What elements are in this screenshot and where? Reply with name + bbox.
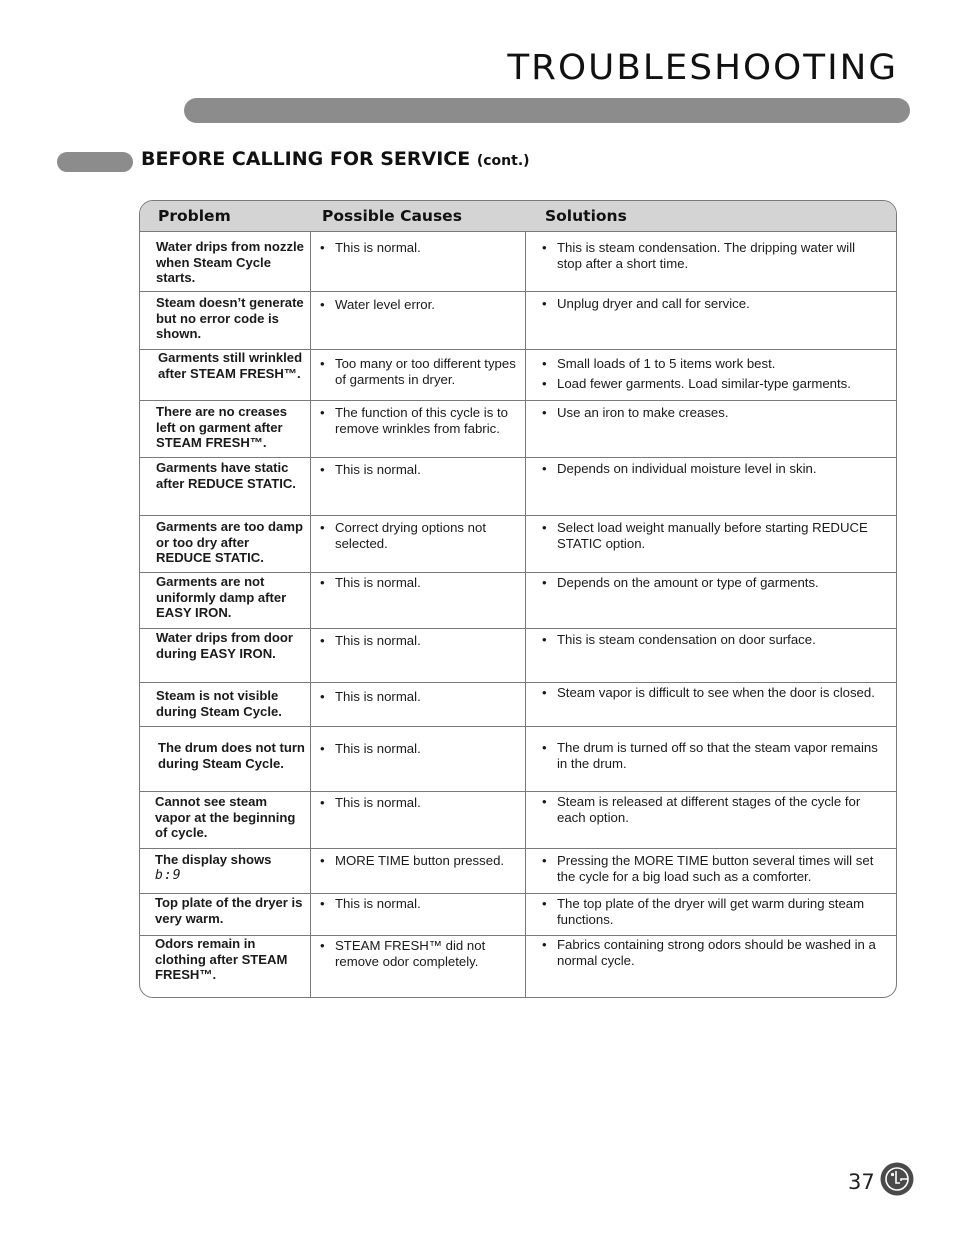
cause-text: • This is normal. [320,575,520,591]
problem-cell: Garments are not uniformly damp after EASY IRON. [156,574,287,621]
problem-cell: Garments are too damp or too dry after REDUCE STATIC. [156,519,303,566]
cause-cell [320,633,520,653]
solution-cell [542,296,882,316]
table-row [140,683,896,727]
problem-cell: Steam is not visible during Steam Cycle. [156,688,282,719]
header-possible-causes: Possible Causes [322,207,462,225]
problem-cell: Garments still wrinkled after STEAM FRESH™. [158,350,303,381]
solution-cell [542,632,882,652]
problem-cell: Steam doesn’t generate but no error code is shown. [156,295,304,342]
table-row [140,516,896,573]
cause-cell [320,405,520,440]
solution-text: • Steam is released at different stages of the cycle for each option. [542,794,882,825]
table-row [140,894,896,936]
cause-cell [320,297,520,317]
cause-cell [320,356,520,391]
header-problem: Problem [158,207,231,225]
cause-cell [320,462,520,482]
cause-text: • This is normal. [320,240,520,256]
solution-cell [542,794,882,829]
table-row [140,458,896,516]
page-number: 37 [848,1170,875,1194]
section-heading [141,148,530,170]
problem-cell: There are no creases left on garment after STEAM FRESH™. [156,404,288,451]
problem-cell: Water drips from door during EASY IRON. [156,630,294,661]
problem-cell: Water drips from nozzle when Steam Cycle starts. [156,239,304,286]
cause-text: • Correct drying options not selected. [320,520,520,551]
section-heading-text: BEFORE CALLING FOR SERVICE [141,148,471,170]
cause-cell [320,938,520,973]
problem-cell [155,852,305,883]
cause-text: • This is normal. [320,795,520,811]
header-solutions: Solutions [545,207,627,225]
solution-text: • Depends on the amount or type of garments. [542,575,882,591]
cause-text: • This is normal. [320,462,520,478]
solution-cell [542,740,882,775]
lg-logo-icon [880,1162,914,1196]
solution-text: • Unplug dryer and call for service. [542,296,882,312]
table-row [140,849,896,894]
cause-text: • STEAM FRESH™ did not remove odor completely. [320,938,520,969]
problem-cell: Cannot see steam vapor at the beginning of cycle. [155,794,296,841]
table-row [140,573,896,629]
solution-text: • This is steam condensation. The dripping water will stop after a short time. [542,240,882,271]
table-row [140,792,896,849]
solution-cell [542,461,882,481]
troubleshooting-table [139,200,897,998]
solution-cell [542,853,882,888]
cause-cell [320,575,520,595]
table-row [140,727,896,792]
table-row [140,401,896,458]
cause-text: • This is normal. [320,896,520,912]
solution-cell [542,575,882,595]
cause-text: • Too many or too different types of garments in dryer. [320,356,520,387]
problem-cell: The drum does not turn during Steam Cycle. [158,740,305,771]
cause-cell [320,520,520,555]
section-decoration-pill [57,152,133,172]
problem-cell: Odors remain in clothing after STEAM FRESH™. [155,936,288,983]
solution-cell [542,937,882,972]
table-header [140,201,896,232]
problem-cell: Garments have static after REDUCE STATIC. [156,460,296,491]
section-heading-suffix: (cont.) [476,153,530,169]
solution-cell [542,240,882,275]
solution-cell [542,896,882,931]
solution-text: • Fabrics containing strong odors should be washed in a normal cycle. [542,937,882,968]
cause-cell [320,853,520,873]
problem-text: The display shows [155,852,272,867]
cause-text: • This is normal. [320,689,520,705]
solution-text: • The top plate of the dryer will get warm during steam functions. [542,896,882,927]
cause-cell [320,741,520,761]
table-row [140,232,896,292]
solution-text: • Steam vapor is difficult to see when the door is closed. [542,685,882,701]
error-code-display: b:9 [155,867,182,883]
table-row [140,350,896,401]
table-row [140,292,896,350]
cause-text: • Water level error. [320,297,520,313]
solution-cell [542,685,882,705]
solution-text: • Pressing the MORE TIME button several times will set the cycle for a big load such as a comforter. [542,853,882,884]
solution-cell [542,405,882,425]
cause-text: • This is normal. [320,633,520,649]
solution-text: • Select load weight manually before starting REDUCE STATIC option. [542,520,882,551]
cause-cell [320,240,520,260]
cause-text: • MORE TIME button pressed. [320,853,520,869]
solution-text: • Use an iron to make creases. [542,405,882,421]
cause-cell [320,689,520,709]
cause-cell [320,896,520,916]
table-row [140,629,896,683]
solution-text: • Small loads of 1 to 5 items work best. [542,356,882,372]
solution-text: • Load fewer garments. Load similar-type garments. [542,376,882,392]
table-row [140,936,896,998]
problem-cell: Top plate of the dryer is very warm. [155,895,303,926]
page-title: TROUBLESHOOTING [507,48,898,88]
cause-cell [320,795,520,815]
solution-text: • The drum is turned off so that the steam vapor remains in the drum. [542,740,882,771]
solution-text: • This is steam condensation on door surface. [542,632,882,648]
title-decoration-bar [184,98,910,123]
solution-cell [542,356,882,395]
solution-text: • Depends on individual moisture level in skin. [542,461,882,477]
solution-cell [542,520,882,555]
cause-text: • This is normal. [320,741,520,757]
cause-text: • The function of this cycle is to remove wrinkles from fabric. [320,405,520,436]
